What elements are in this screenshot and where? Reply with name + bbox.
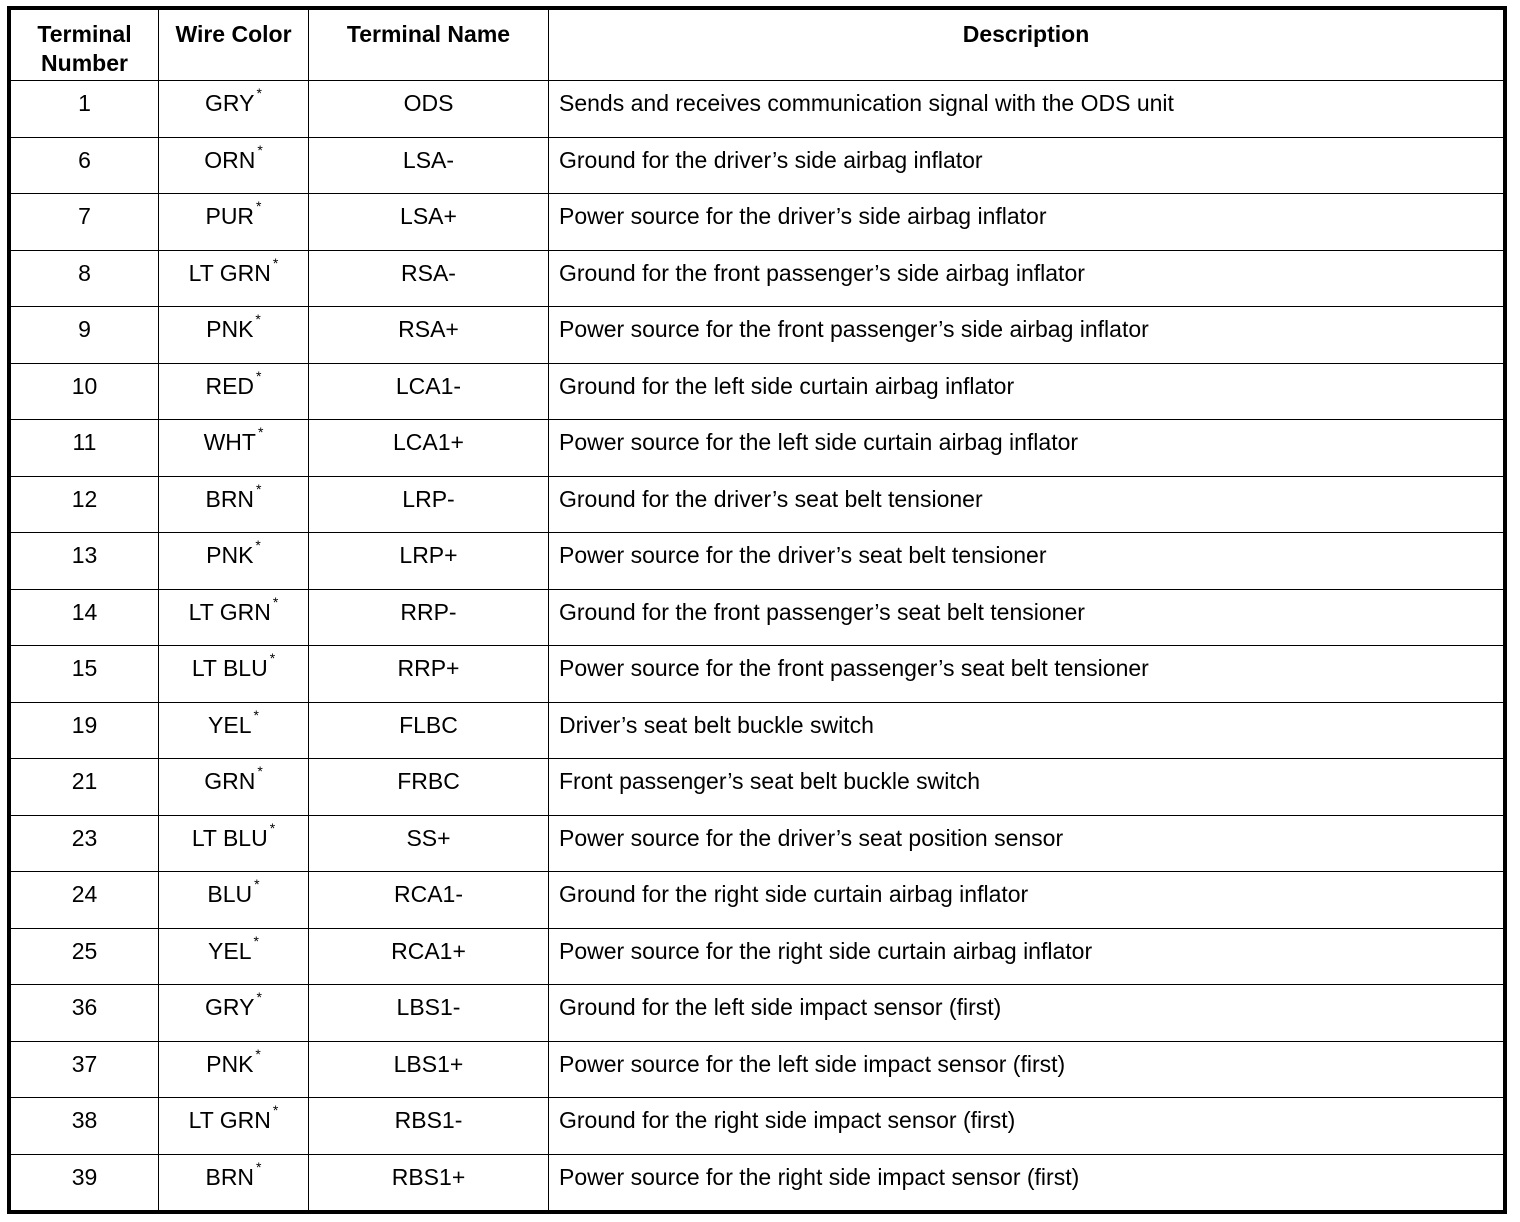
wire-color-cell bbox=[159, 815, 309, 872]
description-cell: Ground for the left side curtain airbag inflator bbox=[549, 363, 1504, 420]
wire-color-text: GRY bbox=[205, 994, 255, 1020]
table-row bbox=[11, 985, 1504, 1042]
footnote-mark: * bbox=[272, 254, 279, 271]
terminal-name-cell: FLBC bbox=[309, 702, 549, 759]
wire-color-cell bbox=[159, 420, 309, 477]
terminal-name-cell: RCA1- bbox=[309, 872, 549, 929]
footnote-mark: * bbox=[256, 367, 262, 384]
wire-color-cell bbox=[159, 646, 309, 703]
footnote-mark: * bbox=[257, 424, 264, 441]
terminal-number-cell: 23 bbox=[11, 815, 159, 872]
footnote-mark: * bbox=[255, 537, 261, 554]
terminal-name-cell: LRP+ bbox=[309, 533, 549, 590]
wire-color-cell bbox=[159, 194, 309, 251]
footnote-mark: * bbox=[255, 1045, 261, 1062]
terminal-number-cell: 37 bbox=[11, 1041, 159, 1098]
table-row bbox=[11, 476, 1504, 533]
table-row bbox=[11, 137, 1504, 194]
description-cell: Ground for the front passenger’s seat belt tensioner bbox=[549, 589, 1504, 646]
footnote-mark: * bbox=[254, 876, 260, 893]
terminal-number-cell: 14 bbox=[11, 589, 159, 646]
footnote-mark: * bbox=[255, 311, 261, 328]
terminal-name-cell: LBS1+ bbox=[309, 1041, 549, 1098]
terminal-name-cell: RCA1+ bbox=[309, 928, 549, 985]
footnote-mark: * bbox=[253, 706, 259, 723]
description-cell: Power source for the right side impact sensor (first) bbox=[549, 1154, 1504, 1211]
table-row bbox=[11, 702, 1504, 759]
wire-color-cell bbox=[159, 589, 309, 646]
table-row bbox=[11, 363, 1504, 420]
header-description: Description bbox=[549, 10, 1504, 81]
description-cell: Ground for the right side impact sensor (first) bbox=[549, 1098, 1504, 1155]
footnote-mark: * bbox=[256, 85, 262, 102]
wire-color-text: LT GRN bbox=[188, 259, 271, 286]
table-row bbox=[11, 81, 1504, 138]
wire-color-cell bbox=[159, 250, 309, 307]
wire-color-cell bbox=[159, 476, 309, 533]
table-row bbox=[11, 759, 1504, 816]
table-row bbox=[11, 1098, 1504, 1155]
wire-color-cell bbox=[159, 702, 309, 759]
table-row bbox=[11, 250, 1504, 307]
terminal-name-cell: LCA1+ bbox=[309, 420, 549, 477]
terminal-number-cell: 38 bbox=[11, 1098, 159, 1155]
table-row bbox=[11, 928, 1504, 985]
terminal-number-cell: 25 bbox=[11, 928, 159, 985]
terminal-number-cell: 12 bbox=[11, 476, 159, 533]
terminal-number-cell: 13 bbox=[11, 533, 159, 590]
description-cell: Sends and receives communication signal with the ODS unit bbox=[549, 81, 1504, 138]
table-row bbox=[11, 646, 1504, 703]
terminal-number-cell: 24 bbox=[11, 872, 159, 929]
wire-color-cell bbox=[159, 81, 309, 138]
table-row bbox=[11, 307, 1504, 364]
description-cell: Driver’s seat belt buckle switch bbox=[549, 702, 1504, 759]
terminal-name-cell: RRP+ bbox=[309, 646, 549, 703]
wire-color-text: YEL bbox=[208, 937, 252, 964]
wire-color-cell bbox=[159, 872, 309, 929]
table-row bbox=[11, 1154, 1504, 1211]
terminal-name-cell: LSA- bbox=[309, 137, 549, 194]
table-header bbox=[11, 10, 1504, 81]
description-cell: Front passenger’s seat belt buckle switch bbox=[549, 759, 1504, 816]
description-cell: Power source for the front passenger’s side airbag inflator bbox=[549, 307, 1504, 364]
wire-color-text: YEL bbox=[208, 711, 252, 738]
terminal-name-cell: LBS1- bbox=[309, 985, 549, 1042]
terminal-name-cell: RRP- bbox=[309, 589, 549, 646]
footnote-mark: * bbox=[256, 480, 262, 497]
wire-color-text: LT BLU bbox=[191, 824, 268, 851]
terminal-number-cell: 8 bbox=[11, 250, 159, 307]
terminal-name-cell: ODS bbox=[309, 81, 549, 138]
footnote-mark: * bbox=[269, 819, 276, 836]
footnote-mark: * bbox=[272, 1102, 279, 1119]
header-wire-color: Wire Color bbox=[159, 10, 309, 81]
terminal-name-cell: FRBC bbox=[309, 759, 549, 816]
wire-color-text: GRY bbox=[205, 90, 255, 116]
description-cell: Ground for the driver’s side airbag inflator bbox=[549, 137, 1504, 194]
table-row bbox=[11, 420, 1504, 477]
terminal-number-cell: 36 bbox=[11, 985, 159, 1042]
wire-color-text: BLU bbox=[207, 881, 253, 907]
terminal-number-cell: 10 bbox=[11, 363, 159, 420]
terminal-name-cell: RSA+ bbox=[309, 307, 549, 364]
footnote-mark: * bbox=[256, 198, 262, 215]
wire-color-cell bbox=[159, 363, 309, 420]
wire-color-text: LT GRN bbox=[188, 1107, 271, 1133]
description-cell: Power source for the driver’s seat position sensor bbox=[549, 815, 1504, 872]
description-cell: Ground for the right side curtain airbag inflator bbox=[549, 872, 1504, 929]
footnote-mark: * bbox=[269, 650, 276, 667]
wire-color-text: LT BLU bbox=[191, 655, 268, 681]
description-cell: Power source for the driver’s side airbag inflator bbox=[549, 194, 1504, 251]
footnote-mark: * bbox=[257, 141, 263, 158]
terminal-name-cell: RBS1+ bbox=[309, 1154, 549, 1211]
wire-color-cell bbox=[159, 533, 309, 590]
table-row bbox=[11, 872, 1504, 929]
terminal-name-cell: LSA+ bbox=[309, 194, 549, 251]
wire-color-cell bbox=[159, 928, 309, 985]
wire-color-text: LT GRN bbox=[188, 598, 271, 625]
header-terminal-name: Terminal Name bbox=[309, 10, 549, 81]
terminal-number-cell: 7 bbox=[11, 194, 159, 251]
wire-color-cell bbox=[159, 1154, 309, 1211]
terminal-number-cell: 11 bbox=[11, 420, 159, 477]
footnote-mark: * bbox=[272, 593, 279, 610]
wire-color-cell bbox=[159, 759, 309, 816]
terminal-name-cell: RBS1- bbox=[309, 1098, 549, 1155]
wire-color-text: RED bbox=[205, 372, 255, 399]
wire-color-text: ORN bbox=[204, 146, 256, 173]
terminal-table-frame bbox=[7, 6, 1507, 1214]
description-cell: Power source for the driver’s seat belt tensioner bbox=[549, 533, 1504, 590]
footnote-mark: * bbox=[256, 1158, 262, 1175]
description-cell: Power source for the right side curtain airbag inflator bbox=[549, 928, 1504, 985]
table-row bbox=[11, 1041, 1504, 1098]
wire-color-text: PNK bbox=[206, 316, 254, 342]
description-cell: Ground for the front passenger’s side airbag inflator bbox=[549, 250, 1504, 307]
wire-color-cell bbox=[159, 307, 309, 364]
wire-color-cell bbox=[159, 137, 309, 194]
wire-color-cell bbox=[159, 985, 309, 1042]
terminal-name-cell: RSA- bbox=[309, 250, 549, 307]
table-row bbox=[11, 533, 1504, 590]
wire-color-cell bbox=[159, 1041, 309, 1098]
footnote-mark: * bbox=[256, 989, 262, 1006]
wire-color-cell bbox=[159, 1098, 309, 1155]
wire-color-text: PUR bbox=[205, 203, 255, 229]
terminal-number-cell: 6 bbox=[11, 137, 159, 194]
wire-color-text: GRN bbox=[204, 768, 256, 794]
terminal-number-cell: 19 bbox=[11, 702, 159, 759]
terminal-number-cell: 9 bbox=[11, 307, 159, 364]
terminal-number-cell: 39 bbox=[11, 1154, 159, 1211]
terminal-name-cell: LRP- bbox=[309, 476, 549, 533]
terminal-number-cell: 21 bbox=[11, 759, 159, 816]
terminal-number-cell: 15 bbox=[11, 646, 159, 703]
description-cell: Power source for the left side curtain airbag inflator bbox=[549, 420, 1504, 477]
header-terminal-number: Terminal Number bbox=[11, 10, 159, 81]
description-cell: Power source for the front passenger’s seat belt tensioner bbox=[549, 646, 1504, 703]
wire-color-text: PNK bbox=[206, 1050, 254, 1077]
terminal-number-cell: 1 bbox=[11, 81, 159, 138]
terminal-name-cell: LCA1- bbox=[309, 363, 549, 420]
description-cell: Ground for the driver’s seat belt tensioner bbox=[549, 476, 1504, 533]
table-row bbox=[11, 589, 1504, 646]
wire-color-text: WHT bbox=[203, 429, 256, 455]
wire-color-text: PNK bbox=[206, 542, 254, 568]
table-row bbox=[11, 815, 1504, 872]
terminal-name-cell: SS+ bbox=[309, 815, 549, 872]
table-body bbox=[11, 81, 1504, 1211]
wire-color-text: BRN bbox=[205, 485, 255, 512]
wire-color-text: BRN bbox=[205, 1163, 255, 1190]
description-cell: Power source for the left side impact sensor (first) bbox=[549, 1041, 1504, 1098]
terminal-table bbox=[10, 9, 1504, 1211]
table-row bbox=[11, 194, 1504, 251]
header-row bbox=[11, 10, 1504, 81]
description-cell: Ground for the left side impact sensor (first) bbox=[549, 985, 1504, 1042]
footnote-mark: * bbox=[253, 932, 259, 949]
footnote-mark: * bbox=[257, 763, 263, 780]
